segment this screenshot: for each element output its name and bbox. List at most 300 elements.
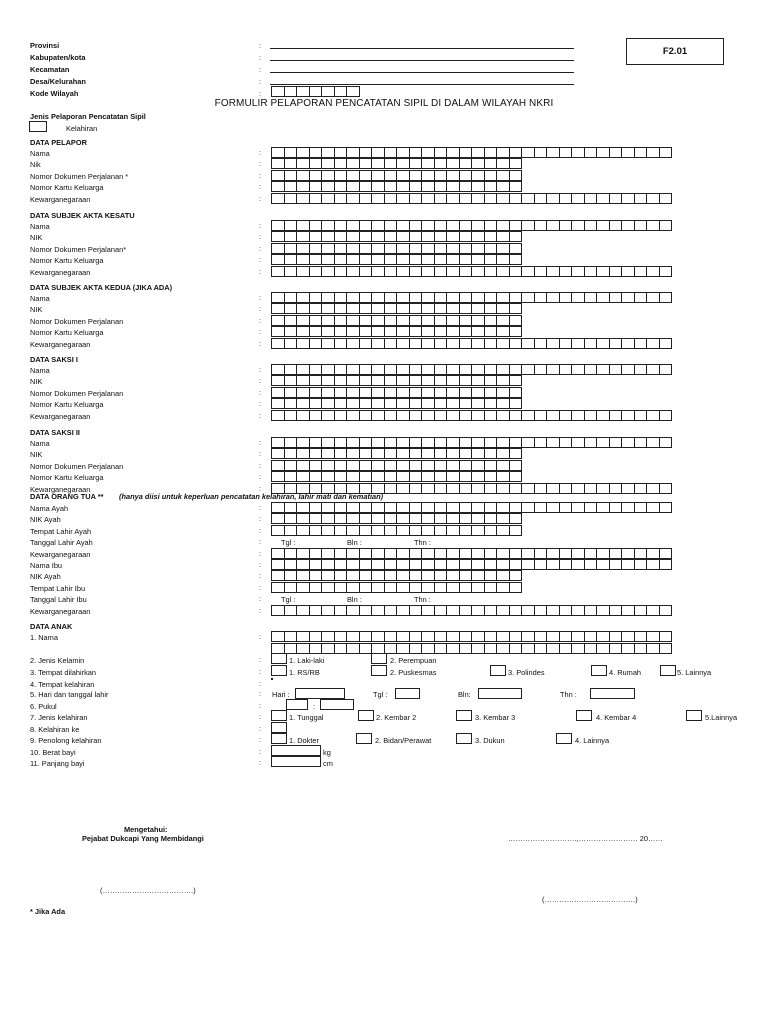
input-cell[interactable] (371, 448, 385, 459)
input-cell[interactable] (434, 364, 448, 375)
input-cell[interactable] (434, 483, 448, 494)
input-cell[interactable] (609, 292, 623, 303)
input-cell[interactable] (396, 502, 410, 513)
input-cell[interactable] (321, 513, 335, 524)
input-cell[interactable] (621, 338, 635, 349)
input-cell[interactable] (396, 193, 410, 204)
input-cell[interactable] (359, 471, 373, 482)
input-cell[interactable] (396, 231, 410, 242)
input-cell[interactable] (346, 548, 360, 559)
input-cell[interactable] (509, 158, 523, 169)
input-cell[interactable] (509, 147, 523, 158)
input-cell[interactable] (446, 631, 460, 642)
input-cell[interactable] (496, 410, 510, 421)
input-cell[interactable] (371, 193, 385, 204)
input-cell[interactable] (434, 559, 448, 570)
input-cell[interactable] (396, 631, 410, 642)
input-cell[interactable] (284, 231, 298, 242)
input-cell[interactable] (346, 147, 360, 158)
input-cell[interactable] (646, 483, 660, 494)
input-cell[interactable] (284, 437, 298, 448)
input-cell[interactable] (484, 387, 498, 398)
input-cell[interactable] (421, 513, 435, 524)
input-cell[interactable] (484, 513, 498, 524)
input-cell[interactable] (534, 338, 548, 349)
input-cell[interactable] (571, 193, 585, 204)
input-cell[interactable] (309, 338, 323, 349)
input-cell[interactable] (496, 525, 510, 536)
input-cell[interactable] (484, 303, 498, 314)
field-cells[interactable] (271, 266, 671, 277)
input-cell[interactable] (434, 338, 448, 349)
input-cell[interactable] (496, 643, 510, 654)
input-cell[interactable] (559, 193, 573, 204)
input-cell[interactable] (321, 231, 335, 242)
input-cell[interactable] (284, 513, 298, 524)
input-cell[interactable] (421, 460, 435, 471)
input-cell[interactable] (446, 387, 460, 398)
input-cell[interactable] (496, 181, 510, 192)
input-cell[interactable] (409, 570, 423, 581)
input-cell[interactable] (434, 605, 448, 616)
input-cell[interactable] (609, 338, 623, 349)
input-cell[interactable] (359, 643, 373, 654)
input-cell[interactable] (346, 193, 360, 204)
input-cell[interactable] (459, 410, 473, 421)
region-code-cells[interactable] (271, 86, 359, 97)
input-cell[interactable] (496, 158, 510, 169)
input-cell[interactable] (371, 303, 385, 314)
input-cell[interactable] (484, 193, 498, 204)
input-cell[interactable] (646, 220, 660, 231)
input-cell[interactable] (284, 364, 298, 375)
input-cell[interactable] (634, 502, 648, 513)
input-cell[interactable] (571, 548, 585, 559)
input-cell[interactable] (371, 338, 385, 349)
input-cell[interactable] (421, 548, 435, 559)
input-cell[interactable] (396, 605, 410, 616)
input-cell[interactable] (446, 364, 460, 375)
input-cell[interactable] (321, 582, 335, 593)
input-cell[interactable] (271, 375, 285, 386)
input-cell[interactable] (284, 158, 298, 169)
input-cell[interactable] (484, 410, 498, 421)
field-cells[interactable] (271, 471, 521, 482)
parent-field-cells[interactable] (271, 513, 521, 524)
input-cell[interactable] (284, 398, 298, 409)
input-cell[interactable] (446, 266, 460, 277)
input-cell[interactable] (459, 375, 473, 386)
input-cell[interactable] (284, 570, 298, 581)
input-cell[interactable] (284, 86, 298, 97)
input-cell[interactable] (446, 375, 460, 386)
input-cell[interactable] (309, 471, 323, 482)
input-cell[interactable] (284, 193, 298, 204)
input-cell[interactable] (321, 292, 335, 303)
input-cell[interactable] (534, 193, 548, 204)
input-cell[interactable] (284, 582, 298, 593)
input-cell[interactable] (296, 243, 310, 254)
input-cell[interactable] (421, 254, 435, 265)
input-cell[interactable] (646, 605, 660, 616)
input-cell[interactable] (271, 338, 285, 349)
input-cell[interactable] (659, 643, 673, 654)
input-cell[interactable] (571, 502, 585, 513)
input-cell[interactable] (596, 292, 610, 303)
input-cell[interactable] (459, 181, 473, 192)
input-cell[interactable] (296, 375, 310, 386)
input-cell[interactable] (296, 326, 310, 337)
helper-checkbox[interactable] (356, 733, 372, 744)
input-cell[interactable] (421, 303, 435, 314)
input-cell[interactable] (471, 460, 485, 471)
input-cell[interactable] (484, 471, 498, 482)
input-cell[interactable] (396, 483, 410, 494)
input-cell[interactable] (621, 548, 635, 559)
input-cell[interactable] (359, 631, 373, 642)
input-cell[interactable] (496, 303, 510, 314)
field-cells[interactable] (271, 315, 521, 326)
input-cell[interactable] (371, 231, 385, 242)
input-cell[interactable] (484, 147, 498, 158)
input-cell[interactable] (446, 525, 460, 536)
day-input[interactable] (295, 688, 345, 699)
input-cell[interactable] (271, 471, 285, 482)
input-cell[interactable] (609, 502, 623, 513)
input-cell[interactable] (434, 502, 448, 513)
input-cell[interactable] (646, 410, 660, 421)
input-cell[interactable] (471, 437, 485, 448)
input-cell[interactable] (484, 181, 498, 192)
input-cell[interactable] (596, 147, 610, 158)
input-cell[interactable] (396, 170, 410, 181)
input-cell[interactable] (271, 605, 285, 616)
input-cell[interactable] (621, 559, 635, 570)
input-cell[interactable] (384, 220, 398, 231)
input-cell[interactable] (459, 605, 473, 616)
input-cell[interactable] (534, 220, 548, 231)
input-cell[interactable] (396, 643, 410, 654)
weight-input[interactable] (271, 745, 321, 756)
input-cell[interactable] (559, 605, 573, 616)
input-cell[interactable] (296, 548, 310, 559)
input-cell[interactable] (646, 559, 660, 570)
input-cell[interactable] (409, 643, 423, 654)
input-cell[interactable] (271, 364, 285, 375)
input-cell[interactable] (421, 193, 435, 204)
input-cell[interactable] (434, 548, 448, 559)
input-cell[interactable] (584, 410, 598, 421)
input-cell[interactable] (346, 513, 360, 524)
input-cell[interactable] (584, 193, 598, 204)
input-cell[interactable] (446, 502, 460, 513)
input-cell[interactable] (484, 292, 498, 303)
input-cell[interactable] (296, 181, 310, 192)
input-cell[interactable] (334, 448, 348, 459)
field-cells[interactable] (271, 437, 671, 448)
input-cell[interactable] (396, 398, 410, 409)
input-cell[interactable] (659, 502, 673, 513)
input-cell[interactable] (496, 315, 510, 326)
input-cell[interactable] (596, 548, 610, 559)
input-cell[interactable] (284, 292, 298, 303)
input-cell[interactable] (634, 437, 648, 448)
input-cell[interactable] (396, 559, 410, 570)
input-cell[interactable] (584, 364, 598, 375)
input-cell[interactable] (371, 375, 385, 386)
field-cells[interactable] (271, 303, 521, 314)
input-cell[interactable] (471, 315, 485, 326)
input-cell[interactable] (646, 502, 660, 513)
input-cell[interactable] (546, 631, 560, 642)
input-cell[interactable] (471, 231, 485, 242)
input-cell[interactable] (409, 193, 423, 204)
input-cell[interactable] (484, 375, 498, 386)
input-cell[interactable] (446, 548, 460, 559)
input-cell[interactable] (496, 513, 510, 524)
input-cell[interactable] (309, 364, 323, 375)
input-cell[interactable] (546, 338, 560, 349)
input-cell[interactable] (296, 437, 310, 448)
field-cells[interactable] (271, 338, 671, 349)
input-cell[interactable] (409, 398, 423, 409)
input-cell[interactable] (346, 338, 360, 349)
input-cell[interactable] (321, 193, 335, 204)
input-cell[interactable] (446, 303, 460, 314)
input-cell[interactable] (646, 147, 660, 158)
input-cell[interactable] (659, 631, 673, 642)
input-cell[interactable] (534, 605, 548, 616)
input-cell[interactable] (284, 471, 298, 482)
input-cell[interactable] (409, 631, 423, 642)
input-cell[interactable] (471, 548, 485, 559)
input-cell[interactable] (396, 410, 410, 421)
input-cell[interactable] (334, 410, 348, 421)
input-cell[interactable] (384, 513, 398, 524)
input-cell[interactable] (509, 643, 523, 654)
input-cell[interactable] (321, 631, 335, 642)
input-cell[interactable] (596, 437, 610, 448)
input-cell[interactable] (459, 147, 473, 158)
input-cell[interactable] (371, 243, 385, 254)
input-cell[interactable] (484, 170, 498, 181)
input-cell[interactable] (321, 471, 335, 482)
input-cell[interactable] (321, 448, 335, 459)
input-cell[interactable] (571, 364, 585, 375)
input-cell[interactable] (334, 375, 348, 386)
input-cell[interactable] (496, 266, 510, 277)
field-cells[interactable] (271, 170, 521, 181)
input-cell[interactable] (334, 570, 348, 581)
input-cell[interactable] (271, 548, 285, 559)
input-cell[interactable] (421, 243, 435, 254)
input-cell[interactable] (346, 266, 360, 277)
birth-order-input[interactable] (271, 722, 287, 733)
input-cell[interactable] (421, 170, 435, 181)
input-cell[interactable] (509, 570, 523, 581)
input-cell[interactable] (496, 548, 510, 559)
input-cell[interactable] (334, 266, 348, 277)
input-cell[interactable] (621, 220, 635, 231)
input-cell[interactable] (271, 303, 285, 314)
field-cells[interactable] (271, 292, 671, 303)
input-cell[interactable] (646, 292, 660, 303)
input-cell[interactable] (284, 254, 298, 265)
input-cell[interactable] (409, 410, 423, 421)
input-cell[interactable] (421, 326, 435, 337)
input-cell[interactable] (271, 243, 285, 254)
input-cell[interactable] (309, 375, 323, 386)
input-cell[interactable] (384, 303, 398, 314)
input-cell[interactable] (446, 315, 460, 326)
input-cell[interactable] (471, 170, 485, 181)
input-cell[interactable] (346, 364, 360, 375)
input-cell[interactable] (434, 266, 448, 277)
input-cell[interactable] (521, 147, 535, 158)
input-cell[interactable] (559, 410, 573, 421)
input-cell[interactable] (659, 410, 673, 421)
input-cell[interactable] (396, 387, 410, 398)
input-cell[interactable] (659, 220, 673, 231)
input-cell[interactable] (309, 631, 323, 642)
input-cell[interactable] (471, 158, 485, 169)
input-cell[interactable] (459, 231, 473, 242)
input-cell[interactable] (359, 525, 373, 536)
input-cell[interactable] (296, 315, 310, 326)
input-cell[interactable] (459, 570, 473, 581)
input-cell[interactable] (309, 86, 323, 97)
input-cell[interactable] (609, 364, 623, 375)
input-cell[interactable] (471, 326, 485, 337)
input-cell[interactable] (346, 181, 360, 192)
input-cell[interactable] (296, 410, 310, 421)
input-cell[interactable] (496, 170, 510, 181)
input-cell[interactable] (496, 460, 510, 471)
input-cell[interactable] (409, 375, 423, 386)
input-cell[interactable] (534, 502, 548, 513)
input-cell[interactable] (309, 437, 323, 448)
input-cell[interactable] (496, 326, 510, 337)
date-input[interactable] (395, 688, 420, 699)
input-cell[interactable] (309, 170, 323, 181)
input-cell[interactable] (521, 364, 535, 375)
input-cell[interactable] (396, 292, 410, 303)
input-cell[interactable] (646, 364, 660, 375)
input-cell[interactable] (271, 502, 285, 513)
input-cell[interactable] (621, 147, 635, 158)
input-cell[interactable] (434, 398, 448, 409)
input-cell[interactable] (471, 193, 485, 204)
input-cell[interactable] (334, 582, 348, 593)
input-cell[interactable] (596, 410, 610, 421)
input-cell[interactable] (496, 364, 510, 375)
input-cell[interactable] (384, 410, 398, 421)
input-cell[interactable] (559, 502, 573, 513)
input-cell[interactable] (471, 570, 485, 581)
input-cell[interactable] (334, 303, 348, 314)
input-cell[interactable] (434, 437, 448, 448)
input-cell[interactable] (309, 398, 323, 409)
input-cell[interactable] (396, 375, 410, 386)
input-cell[interactable] (421, 525, 435, 536)
input-cell[interactable] (509, 266, 523, 277)
input-cell[interactable] (321, 559, 335, 570)
input-cell[interactable] (496, 375, 510, 386)
input-cell[interactable] (321, 170, 335, 181)
input-cell[interactable] (459, 483, 473, 494)
input-cell[interactable] (359, 254, 373, 265)
input-cell[interactable] (459, 315, 473, 326)
input-cell[interactable] (496, 147, 510, 158)
input-cell[interactable] (471, 513, 485, 524)
input-cell[interactable] (384, 338, 398, 349)
input-cell[interactable] (596, 502, 610, 513)
input-cell[interactable] (659, 338, 673, 349)
input-cell[interactable] (296, 502, 310, 513)
input-cell[interactable] (509, 548, 523, 559)
input-cell[interactable] (634, 193, 648, 204)
input-cell[interactable] (521, 502, 535, 513)
input-cell[interactable] (621, 605, 635, 616)
birth-type-checkbox[interactable] (576, 710, 592, 721)
input-cell[interactable] (571, 437, 585, 448)
input-cell[interactable] (434, 448, 448, 459)
input-cell[interactable] (296, 220, 310, 231)
input-cell[interactable] (446, 559, 460, 570)
input-cell[interactable] (284, 559, 298, 570)
input-cell[interactable] (471, 147, 485, 158)
input-cell[interactable] (459, 254, 473, 265)
input-cell[interactable] (509, 502, 523, 513)
input-cell[interactable] (471, 303, 485, 314)
input-cell[interactable] (409, 158, 423, 169)
input-cell[interactable] (296, 231, 310, 242)
input-cell[interactable] (634, 220, 648, 231)
input-cell[interactable] (646, 338, 660, 349)
input-cell[interactable] (346, 303, 360, 314)
input-cell[interactable] (396, 181, 410, 192)
input-cell[interactable] (321, 303, 335, 314)
input-cell[interactable] (584, 437, 598, 448)
input-cell[interactable] (284, 548, 298, 559)
input-cell[interactable] (596, 483, 610, 494)
input-cell[interactable] (421, 375, 435, 386)
input-cell[interactable] (321, 326, 335, 337)
input-cell[interactable] (496, 559, 510, 570)
input-cell[interactable] (296, 254, 310, 265)
input-cell[interactable] (471, 266, 485, 277)
input-cell[interactable] (346, 86, 360, 97)
input-cell[interactable] (384, 460, 398, 471)
input-cell[interactable] (471, 375, 485, 386)
input-cell[interactable] (534, 292, 548, 303)
input-cell[interactable] (296, 266, 310, 277)
input-cell[interactable] (571, 147, 585, 158)
input-cell[interactable] (321, 158, 335, 169)
input-cell[interactable] (321, 525, 335, 536)
input-cell[interactable] (384, 254, 398, 265)
input-cell[interactable] (434, 243, 448, 254)
input-cell[interactable] (471, 525, 485, 536)
input-cell[interactable] (359, 158, 373, 169)
input-cell[interactable] (334, 181, 348, 192)
input-cell[interactable] (659, 559, 673, 570)
input-cell[interactable] (296, 398, 310, 409)
input-cell[interactable] (346, 398, 360, 409)
input-cell[interactable] (334, 254, 348, 265)
input-cell[interactable] (434, 303, 448, 314)
input-cell[interactable] (334, 158, 348, 169)
